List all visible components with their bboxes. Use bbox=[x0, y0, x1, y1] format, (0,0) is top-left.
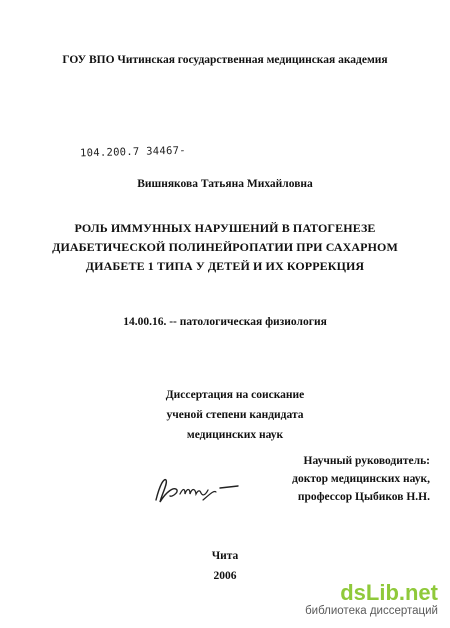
degree-line: Диссертация на соискание bbox=[165, 389, 305, 401]
supervisor-line: Научный руководитель: bbox=[303, 455, 430, 467]
title-line: ДИАБЕТЕ 1 ТИПА У ДЕТЕЙ И ИХ КОРРЕКЦИЯ bbox=[85, 259, 365, 273]
site-watermark bbox=[305, 581, 438, 618]
institution-name: ГОУ ВПО Читинская государственная медицинская академия bbox=[62, 54, 388, 66]
watermark-logo: dsLib.net bbox=[340, 580, 438, 605]
degree-line: ученой степени кандидата bbox=[166, 409, 304, 421]
supervisor-line: профессор Цыбиков Н.Н. bbox=[297, 491, 430, 503]
title-line: ДИАБЕТИЧЕСКОЙ ПОЛИНЕЙРОПАТИИ ПРИ САХАРНОМ bbox=[52, 240, 398, 254]
handwritten-signature bbox=[150, 470, 245, 510]
degree-statement bbox=[150, 385, 320, 445]
library-stamp: 104.200.7 34467- bbox=[79, 144, 187, 160]
year: 2006 bbox=[213, 570, 237, 582]
watermark-tagline: библиотека диссертаций bbox=[305, 605, 438, 617]
city: Чита bbox=[211, 550, 239, 562]
degree-line: медицинских наук bbox=[186, 429, 284, 441]
supervisor-line: доктор медицинских наук, bbox=[292, 473, 430, 485]
title-line: РОЛЬ ИММУННЫХ НАРУШЕНИЙ В ПАТОГЕНЕЗЕ bbox=[74, 221, 376, 235]
specialty-code: 14.00.16. -- патологическая физиология bbox=[123, 316, 327, 328]
dissertation-title bbox=[0, 219, 450, 276]
author-name: Вишнякова Татьяна Михайловна bbox=[137, 178, 313, 190]
scientific-supervisor bbox=[280, 452, 430, 506]
